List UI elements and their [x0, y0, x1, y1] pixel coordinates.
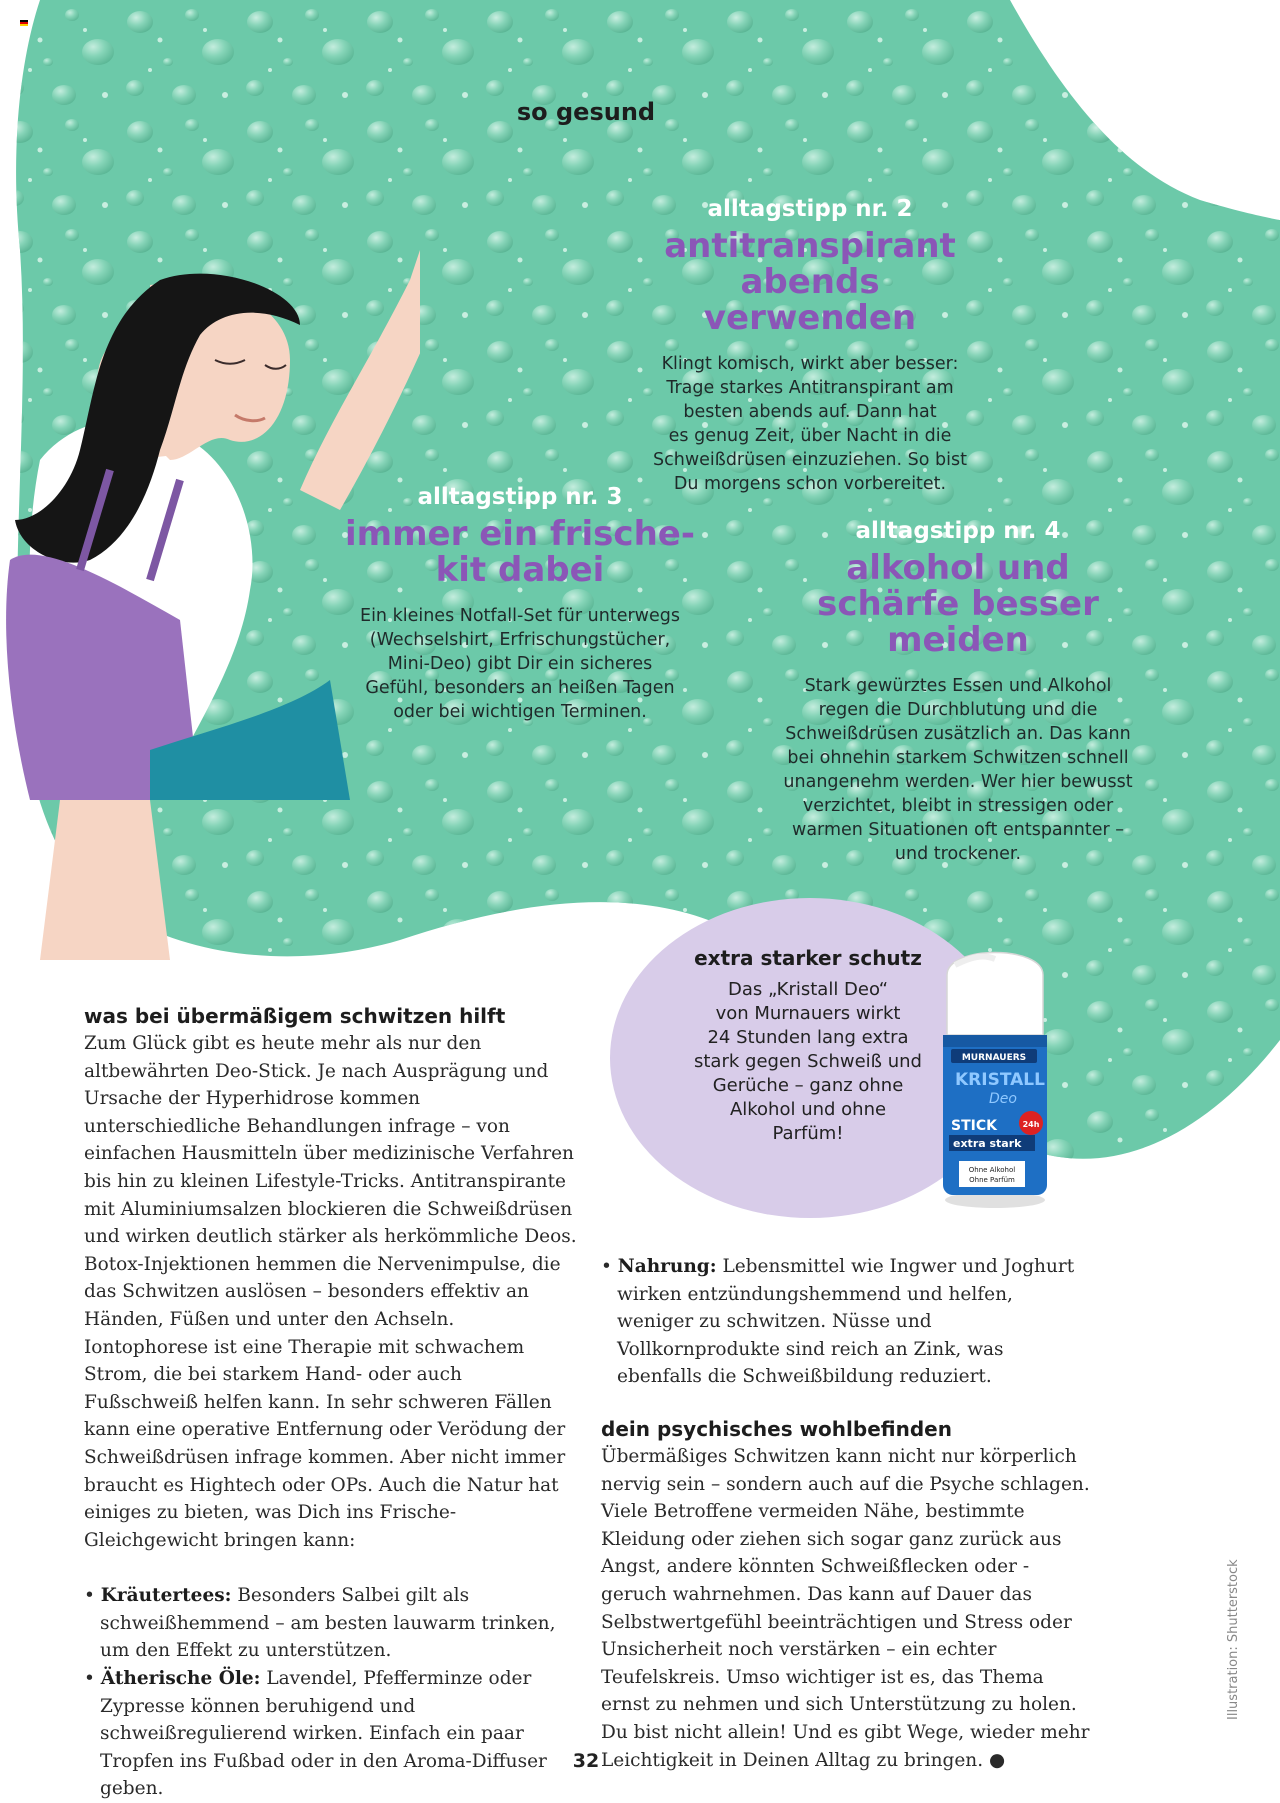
bullet-kraeutertees: • Kräutertees: Besonders Salbei gilt als schweißhemmend – am besten lauwarm trinken, um den Effekt zu unterstützen. [84, 1585, 556, 1662]
tip-4-body: Stark gewürztes Essen und Alkohol regen die Durchblutung und die Schweißdrüsen zusätzlich an. Das kann bei ohnehin starkem Schwitzen schnell unangenehm werden. Wer hier bewusst verzichtet, bleibt in stressigen oder warmen Situationen oft entspannter – und trockener. [783, 676, 1133, 864]
flag-icon [20, 20, 28, 26]
bullet-nahrung: • Nahrung: Lebensmittel wie Ingwer und Joghurt wirken entzündungshemmend und helfen, weniger zu schwitzen. Nüsse und Vollkornprodukte sind reich an Zink, was ebenfalls die Schweißbildung reduziert. [601, 1256, 1075, 1388]
tip-2-body: Klingt komisch, wirkt aber besser: Trage starkes Antitranspirant am besten abends auf. Dann hat es genug Zeit, über Nacht in die Schweißdrüsen einzuziehen. So bist Du morgens schon vorbereitet. [653, 354, 967, 494]
end-mark-icon: ● [989, 1749, 1006, 1771]
product-note-1: Ohne Alkohol [968, 1166, 1016, 1174]
article-left-column [84, 1002, 578, 1803]
product-name: KRISTALL [955, 1070, 1045, 1090]
tip-2 [640, 196, 980, 496]
product-badge: 24h [1022, 1120, 1040, 1129]
article-heading-right: dein psychisches wohlbefinden [601, 1416, 952, 1441]
bullet-text: Besonders Salbei gilt als schweißhemmend – am besten lauwarm trinken, um den Effekt zu unterstützen. [100, 1585, 556, 1662]
tip-3 [340, 484, 700, 724]
tip-3-body: Ein kleines Notfall-Set für unterwegs (Wechselshirt, Erfrischungstücher, Mini-Deo) gibt Dir ein sicheres Gefühl, besonders an heißen Tagen oder bei wichtigen Terminen. [360, 606, 680, 722]
tip-3-title: immer ein frische-kit dabei [345, 514, 695, 590]
tip-2-kicker: alltagstipp nr. 2 [707, 196, 913, 222]
product-stick: STICK [951, 1118, 997, 1134]
bullet-label: Nahrung: [617, 1256, 717, 1277]
bullet-aetherische-oele: • Ätherische Öle: Lavendel, Pfefferminze oder Zypresse können beruhigend und schweißregulierend wirken. Einfach ein paar Tropfen ins Fußbad oder in den Aroma-Diffuser geben. [84, 1668, 547, 1800]
image-credit: Illustration: Shutterstock [1226, 1559, 1241, 1720]
page-number: 32 [572, 1750, 600, 1772]
article-heading-left: was bei übermäßigem schwitzen hilft [84, 1004, 506, 1028]
product-strength: extra stark [953, 1137, 1022, 1150]
product-name-deo: Deo [989, 1091, 1017, 1107]
tip-4-title: alkohol und schärfe besser meiden [817, 548, 1099, 660]
product-info [670, 946, 946, 1146]
article-right-column [601, 1253, 1093, 1774]
bullet-label: Ätherische Öle: [100, 1668, 261, 1690]
tip-3-kicker: alltagstipp nr. 3 [417, 484, 623, 510]
product-description: Das „Kristall Deo“ von Murnauers wirkt 24 Stunden lang extra stark gegen Schweiß und Gerüche – ganz ohne Alkohol und ohne Parfüm! [694, 979, 922, 1144]
section-label: so gesund [516, 98, 656, 126]
deodorant-stick-image [925, 935, 1065, 1210]
bullet-label: Kräutertees: [100, 1585, 232, 1607]
tip-4 [780, 518, 1136, 866]
article-paragraph-left: Zum Glück gibt es heute mehr als nur den altbewährten Deo-Stick. Je nach Ausprägung und Ursache der Hyperhidrose kommen unterschiedliche Behandlungen infrage – von einfachen Hausmitteln über medizinische Verfahren bis hin zu kleinen Lifestyle-Tricks. Antitranspirante mit Aluminiumsalzen blockieren die Schweißdrüsen und wirken deutlich stärker als herkömmliche Deos. Botox-Injektionen hemmen die Nervenimpulse, die das Schwitzen auslösen – besonders effektiv an Händen, Füßen und unter den Achseln. Iontophorese ist eine Therapie mit schwachem Strom, die bei starkem Hand- oder auch Fußschweiß helfen kann. In sehr schweren Fällen kann eine operative Entfernung oder Verödung der Schweißdrüsen infrage kommen. Aber nicht immer braucht es Hightech oder OPs. Auch die Natur hat einiges zu bieten, was Dich ins Frische-Gleichgewicht bringen kann: [84, 1033, 577, 1551]
product-heading: extra starker schutz [694, 946, 922, 970]
tip-2-title: antitranspirant abends verwenden [664, 226, 956, 338]
product-note-2: Ohne Parfüm [969, 1176, 1015, 1184]
bullet-text: Lavendel, Pfefferminze oder Zypresse können beruhigend und schweißregulierend wirken. Einfach ein paar Tropfen ins Fußbad oder in den Aroma-Diffuser geben. [100, 1668, 547, 1800]
tip-4-kicker: alltagstipp nr. 4 [855, 518, 1061, 544]
product-brand: MURNAUERS [961, 1053, 1027, 1063]
bullet-text: Lebensmittel wie Ingwer und Joghurt wirken entzündungshemmend und helfen, weniger zu schwitzen. Nüsse und Vollkornprodukte sind reich an Zink, was ebenfalls die Schweißbildung reduziert. [617, 1256, 1075, 1388]
article-paragraph-right: Übermäßiges Schwitzen kann nicht nur körperlich nervig sein – sondern auch auf die Psyche schlagen. Viele Betroffene vermeiden Nähe, bestimmte Kleidung oder ziehen sich sogar ganz zurück aus Angst, andere könnten Schweißflecken oder -geruch wahrnehmen. Das kann auf Dauer das Selbstwertgefühl beeinträchtigen und Stress oder Unsicherheit noch verstärken – ein echter Teufelskreis. Umso wichtiger ist es, das Thema ernst zu nehmen und sich Unterstützung zu holen. Du bist nicht allein! Und es gibt Wege, wieder mehr Leichtigkeit in Deinen Alltag zu bringen. [601, 1445, 1090, 1771]
